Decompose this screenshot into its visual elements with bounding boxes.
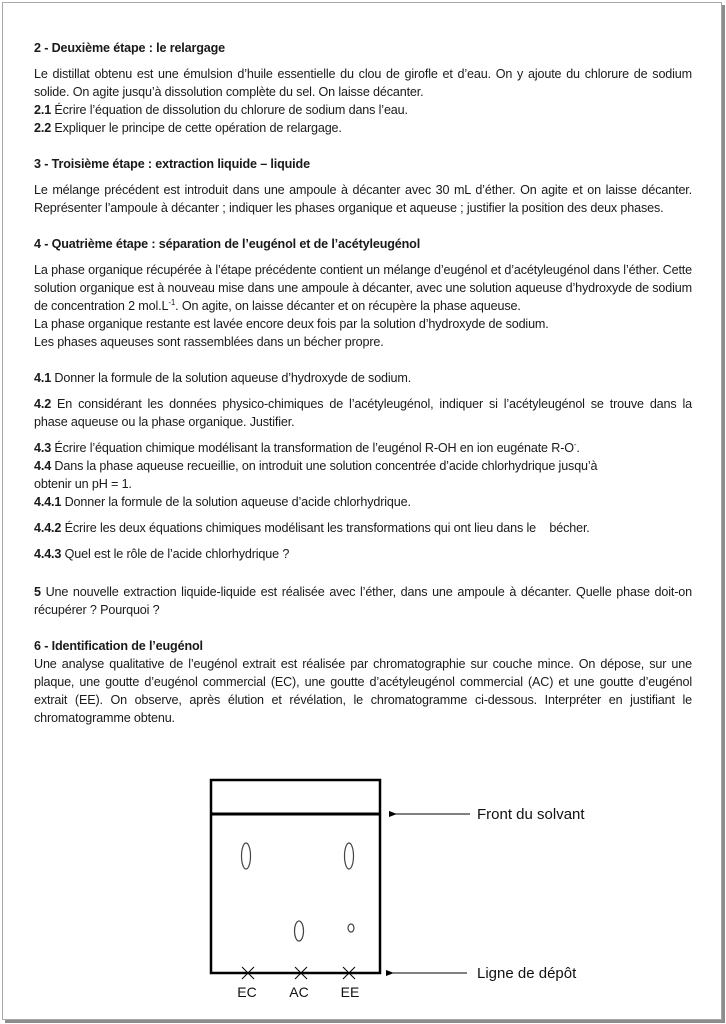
lane-label-ec: EC bbox=[237, 984, 257, 1000]
question-text: Écrire les deux équations chimiques modélisant les transformations qui ont lieu dans le bécher. bbox=[61, 521, 590, 535]
question-4-2 bbox=[34, 395, 692, 431]
question-number: 4.4.2 bbox=[34, 521, 62, 535]
document-page bbox=[2, 2, 722, 1020]
question-2-2 bbox=[34, 119, 692, 137]
section-4-intro bbox=[34, 261, 692, 315]
section-3-intro: Le mélange précédent est introduit dans une ampoule à décanter avec 30 mL d’éther. On agite et on laisse décanter. Représenter l’ampoule à décanter ; indiquer les phases organique et aqueuse ; justifier la position des deux phases. bbox=[34, 183, 692, 215]
section-2-heading: 2 - Deuxième étape : le relargage bbox=[34, 41, 226, 55]
superscript: - bbox=[573, 440, 577, 449]
section-6-heading: 6 - Identification de l’eugénol bbox=[34, 639, 203, 653]
question-text: Dans la phase aqueuse recueillie, on introduit une solution concentrée d’acide chlorhydrique jusqu’à obtenir un pH = 1. bbox=[34, 459, 598, 491]
section-2-intro: Le distillat obtenu est une émulsion d’huile essentielle du clou de girofle et d’eau. On y ajoute du chlorure de sodium solide. On agite jusqu’à dissolution complète du sel. On laisse décanter. bbox=[34, 67, 692, 99]
label-solvent-front: Front du solvant bbox=[477, 806, 585, 823]
question-number: 4.4.3 bbox=[34, 547, 62, 561]
question-number: 4.4.1 bbox=[34, 495, 62, 509]
section-4-line-3: Les phases aqueuses sont rassemblées dans un bécher propre. bbox=[34, 335, 384, 349]
question-2-1 bbox=[34, 101, 692, 119]
question-text: Écrire l’équation chimique modélisant la transformation de l’eugénol R-OH en ion eugénate R-O bbox=[51, 441, 574, 455]
section-4-heading: 4 - Quatrième étape : séparation de l’eugénol et de l’acétyleugénol bbox=[34, 237, 421, 251]
question-text-end: . bbox=[576, 441, 580, 455]
lane-label-ee: EE bbox=[340, 984, 360, 1000]
question-4-1 bbox=[34, 369, 692, 387]
question-text: Quel est le rôle de l’acide chlorhydrique ? bbox=[61, 547, 290, 561]
question-4-4-2 bbox=[34, 519, 692, 537]
question-text: Donner la formule de la solution aqueuse d’acide chlorhydrique. bbox=[61, 495, 411, 509]
question-text: Donner la formule de la solution aqueuse d’hydroxyde de sodium. bbox=[51, 371, 412, 385]
question-number: 4.1 bbox=[34, 371, 52, 385]
question-number: 4.2 bbox=[34, 397, 52, 411]
question-text: En considérant les données physico-chimiques de l’acétyleugénol, indiquer si l’acétyleugénol se trouve dans la phase aqueuse ou la phase organique. Justifier. bbox=[34, 397, 692, 429]
question-number: 4.4 bbox=[34, 459, 52, 473]
question-number: 5 bbox=[34, 585, 41, 599]
question-4-4-3 bbox=[34, 545, 692, 563]
intro-text-b: . On agite, on laisse décanter et on récupère la phase aqueuse. bbox=[175, 299, 521, 313]
question-4-4-1 bbox=[34, 493, 692, 511]
question-number: 2.1 bbox=[34, 103, 52, 117]
question-number: 4.3 bbox=[34, 441, 52, 455]
question-4-4 bbox=[34, 457, 634, 493]
question-number: 2.2 bbox=[34, 121, 52, 135]
lane-label-ac: AC bbox=[289, 984, 309, 1000]
question-text: Une nouvelle extraction liquide-liquide est réalisée avec l’éther, dans une ampoule à décanter. Quelle phase doit-on récupérer ? Pourquoi ? bbox=[34, 585, 692, 617]
label-deposit-line: Ligne de dépôt bbox=[477, 965, 577, 982]
superscript: -1 bbox=[168, 298, 176, 307]
intro-text-a: La phase organique récupérée à l’étape précédente contient un mélange d’eugénol et d’acétyleugénol dans l’éther. Cette solution organique est à nouveau mise dans une ampoule à décanter, avec une solution aqueuse d’hydroxyde de sodium de concentration 2 mol.L bbox=[34, 263, 692, 313]
question-text: Écrire l’équation de dissolution du chlorure de sodium dans l’eau. bbox=[51, 103, 408, 117]
section-6-intro: Une analyse qualitative de l’eugénol extrait est réalisée par chromatographie sur couche mince. On dépose, sur une plaque, une goutte d’eugénol commercial (EC), une goutte d’acétyleugénol commercial (AC) et une goutte d’eugénol extrait (EE). On observe, après élution et révélation, le chromatogramme ci-dessous. Interpréter en justifiant le chromatogramme obtenu. bbox=[34, 657, 692, 725]
question-text: Expliquer le principe de cette opération de relargage. bbox=[51, 121, 342, 135]
section-4-line-2: La phase organique restante est lavée encore deux fois par la solution d’hydroxyde de sodium. bbox=[34, 317, 549, 331]
question-5 bbox=[34, 583, 692, 619]
document-content bbox=[34, 39, 692, 727]
question-4-3 bbox=[34, 439, 692, 457]
section-3-heading: 3 - Troisième étape : extraction liquide – liquide bbox=[34, 157, 310, 171]
